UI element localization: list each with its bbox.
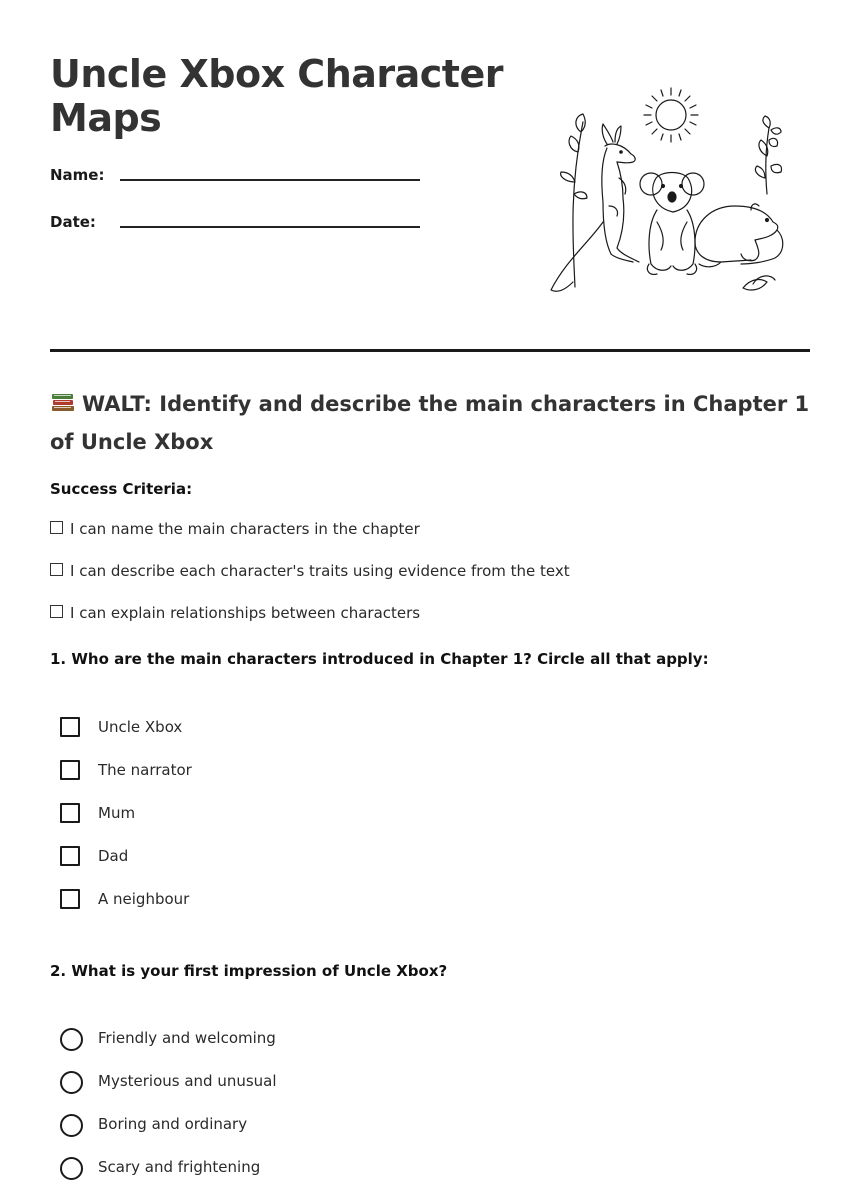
books-icon [50,391,76,413]
name-field-label: Name: [50,166,105,184]
option-radio[interactable] [60,1157,83,1180]
header-divider [50,349,810,352]
criteria-item [50,520,570,562]
date-field [50,213,420,243]
option-label: Scary and frightening [98,1158,261,1176]
criteria-text: I can describe each character's traits using evidence from the text [70,562,570,580]
criteria-checkbox[interactable] [50,563,63,576]
right-branch-icon [755,116,781,194]
success-criteria-list [50,520,570,646]
option-label: Friendly and welcoming [98,1029,276,1047]
australian-animals-illustration [545,82,790,297]
left-branch-icon [561,114,587,287]
worksheet-page [50,0,810,1176]
koala-icon [640,173,704,275]
worksheet-header [50,0,810,352]
date-field-label: Date: [50,213,96,231]
option-checkbox[interactable] [60,889,80,909]
option-checkbox[interactable] [60,846,80,866]
option-radio[interactable] [60,1114,83,1137]
criteria-checkbox[interactable] [50,521,63,534]
option-radio[interactable] [60,1071,83,1094]
name-field [50,166,420,196]
leaves-icon [743,276,775,290]
wombat-icon [695,204,783,267]
option-label: Mysterious and unusual [98,1072,277,1090]
option-label: Dad [98,847,129,865]
criteria-item [50,604,570,646]
option-label: A neighbour [98,890,190,908]
option-label: Boring and ordinary [98,1115,248,1133]
question-1-text: 1. Who are the main characters introduced in Chapter 1? Circle all that apply: [50,650,709,668]
option-label: The narrator [98,761,192,779]
criteria-text: I can explain relationships between characters [70,604,421,622]
name-input-line[interactable] [120,179,420,181]
option-checkbox[interactable] [60,760,80,780]
option-label: Mum [98,804,136,822]
kangaroo-icon [551,124,639,291]
walt-heading [50,385,810,461]
worksheet-title: Uncle Xbox Character Maps [50,52,503,140]
question-2-text: 2. What is your first impression of Uncle Xbox? [50,962,448,980]
sun-icon [644,88,698,142]
criteria-item [50,562,570,604]
criteria-checkbox[interactable] [50,605,63,618]
date-input-line[interactable] [120,226,420,228]
option-checkbox[interactable] [60,717,80,737]
option-checkbox[interactable] [60,803,80,823]
criteria-text: I can name the main characters in the chapter [70,520,420,538]
option-label: Uncle Xbox [98,718,183,736]
success-criteria-heading: Success Criteria: [50,480,193,498]
option-radio[interactable] [60,1028,83,1051]
walt-text: WALT: Identify and describe the main characters in Chapter 1 of Uncle Xbox [50,392,810,454]
